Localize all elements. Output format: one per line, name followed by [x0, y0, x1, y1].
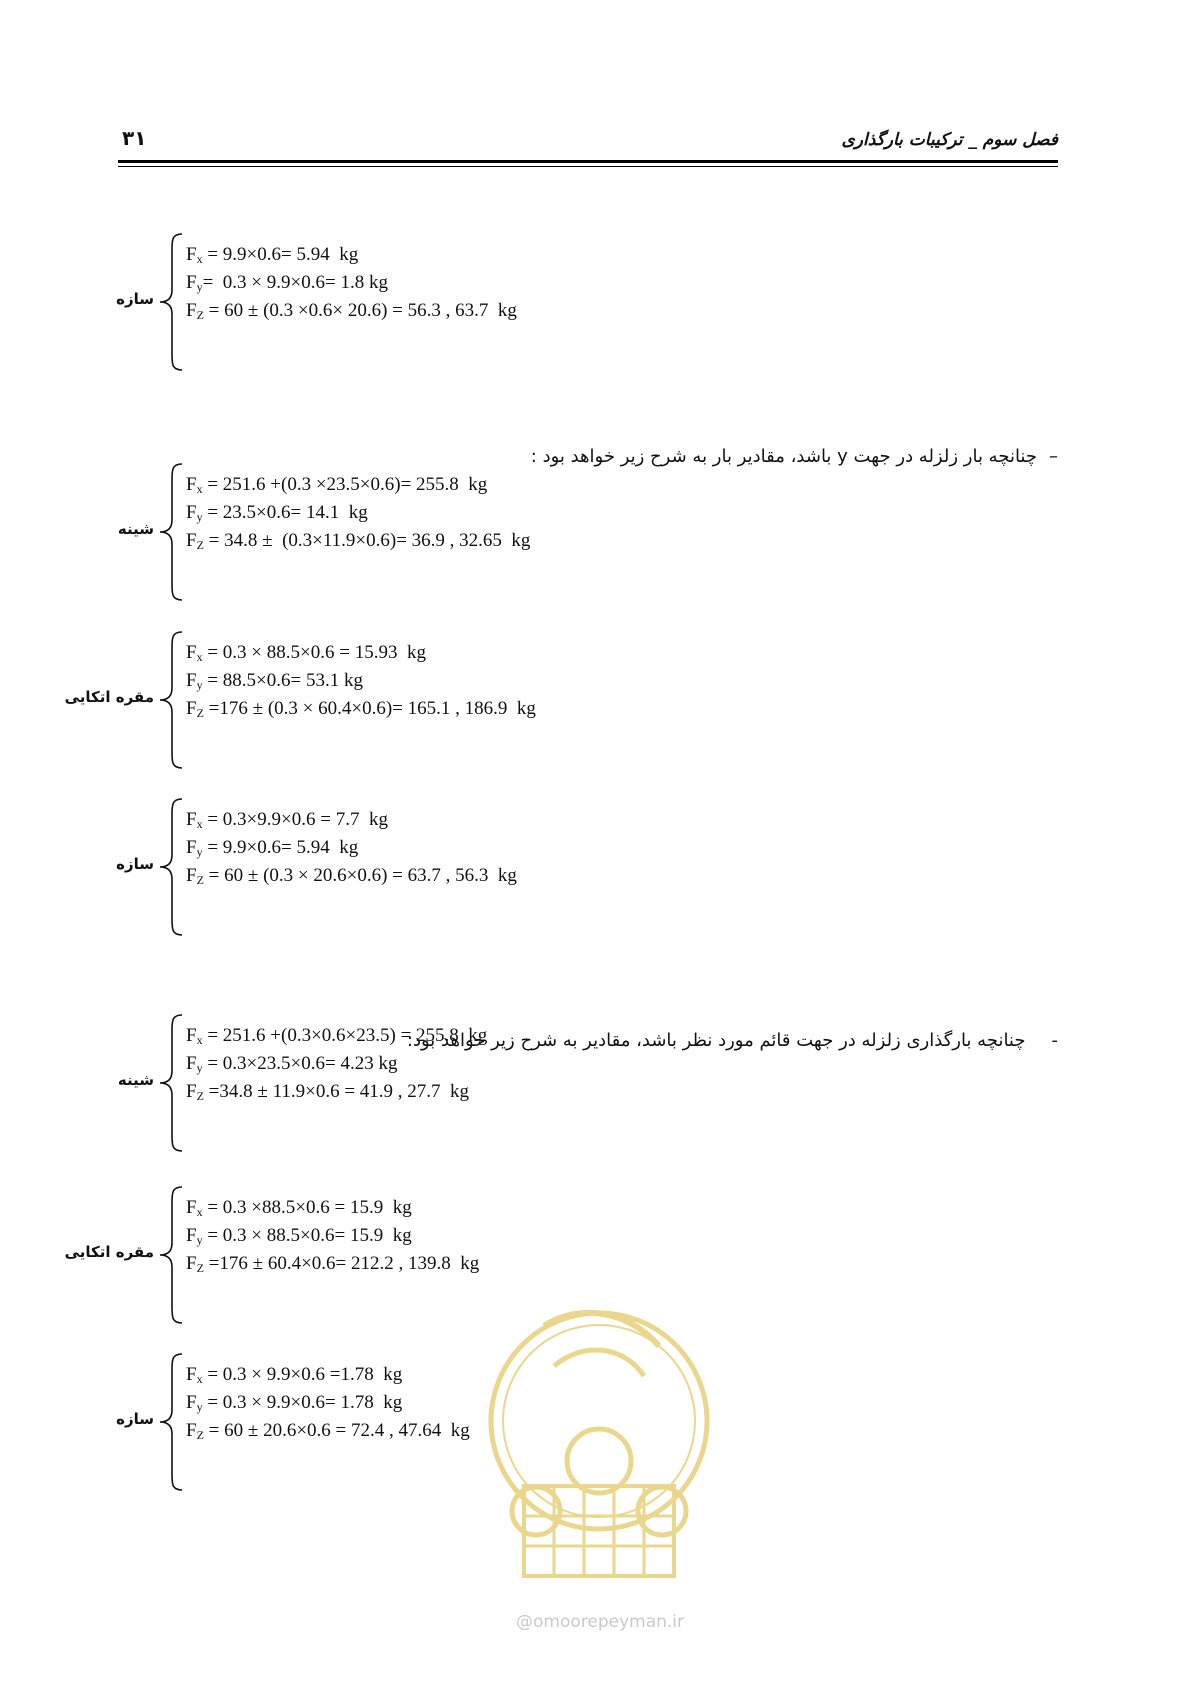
- force-subscript: y: [196, 845, 203, 859]
- force-subscript: x: [196, 817, 203, 831]
- equation-expression: = 9.9×0.6= 5.94 kg: [202, 244, 359, 265]
- note-dash: –: [1049, 446, 1058, 467]
- equation-row: [186, 642, 426, 664]
- equation-expression: = 0.3 × 88.5×0.6= 15.9 kg: [202, 1225, 412, 1246]
- force-subscript: y: [196, 678, 203, 692]
- note-dash: -: [1051, 1030, 1058, 1051]
- group-label: سازه: [116, 290, 154, 308]
- equation-row: [186, 530, 530, 552]
- equation-expression: = 0.3×9.9×0.6 = 7.7 kg: [202, 809, 388, 830]
- curly-brace-icon: [156, 462, 184, 602]
- equation-row: [186, 1025, 487, 1047]
- force-subscript: x: [196, 650, 203, 664]
- equation-expression: = 9.9×0.6= 5.94 kg: [202, 837, 359, 858]
- force-symbol: F: [186, 1197, 197, 1218]
- curly-brace-icon: [156, 630, 184, 770]
- curly-brace-icon: [156, 1013, 184, 1153]
- force-symbol: F: [186, 1392, 197, 1413]
- force-subscript: Z: [196, 538, 204, 552]
- force-subscript: x: [196, 1205, 203, 1219]
- group-label: شینه: [117, 520, 154, 538]
- force-subscript: y: [196, 510, 203, 524]
- equation-row: [186, 244, 358, 266]
- equation-row: [186, 474, 487, 496]
- force-symbol: F: [186, 642, 197, 663]
- equation-group: [70, 462, 730, 602]
- equation-row: [186, 1364, 402, 1386]
- force-subscript: x: [196, 252, 203, 266]
- force-symbol: F: [186, 272, 197, 293]
- watermark-logo: [484, 1286, 714, 1596]
- force-subscript: y: [196, 280, 203, 294]
- note-text: چنانچه بار زلزله در جهت y باشد، مقادیر بار به شرح زیر خواهد بود :: [530, 446, 1037, 467]
- equation-row: [186, 1225, 412, 1247]
- group-label: مقره اتکایی: [64, 688, 154, 706]
- force-symbol: F: [186, 809, 197, 830]
- force-subscript: y: [196, 1400, 203, 1414]
- force-subscript: x: [196, 1372, 203, 1386]
- equation-row: [186, 300, 517, 322]
- force-subscript: Z: [196, 308, 204, 322]
- force-subscript: Z: [196, 1428, 204, 1442]
- force-symbol: F: [186, 837, 197, 858]
- equation-expression: = 88.5×0.6= 53.1 kg: [202, 670, 363, 691]
- force-symbol: F: [186, 300, 197, 321]
- equation-group: [64, 630, 730, 770]
- force-subscript: x: [196, 482, 203, 496]
- force-symbol: F: [186, 1225, 197, 1246]
- page-number: ۳۱: [122, 126, 147, 150]
- curly-brace-icon: [156, 1185, 184, 1325]
- equation-expression: = 0.3 × 9.9×0.6= 1.78 kg: [202, 1392, 403, 1413]
- group-label: سازه: [116, 1410, 154, 1428]
- force-symbol: F: [186, 1053, 197, 1074]
- force-symbol: F: [186, 1025, 197, 1046]
- equation-expression: = 60 ± (0.3 ×0.6× 20.6) = 56.3 , 63.7 kg: [203, 300, 517, 321]
- equation-row: [186, 837, 358, 859]
- equation-expression: =176 ± (0.3 × 60.4×0.6)= 165.1 , 186.9 kg: [203, 698, 536, 719]
- equation-row: [186, 502, 368, 524]
- equation-expression: = 0.3 × 9.9×0.6 =1.78 kg: [202, 1364, 403, 1385]
- equation-row: [186, 670, 363, 692]
- equation-row: [186, 272, 388, 294]
- force-subscript: y: [196, 1233, 203, 1247]
- equation-expression: = 0.3 × 88.5×0.6 = 15.93 kg: [202, 642, 426, 663]
- header-rule-thin: [118, 166, 1058, 167]
- equation-expression: = 0.3 × 9.9×0.6= 1.8 kg: [202, 272, 388, 293]
- equation-group: [70, 797, 730, 937]
- header-rule-thick: [118, 160, 1058, 163]
- equation-expression: = 251.6 +(0.3×0.6×23.5) = 255.8 kg: [202, 1025, 488, 1046]
- equation-expression: =176 ± 60.4×0.6= 212.2 , 139.8 kg: [203, 1253, 480, 1274]
- force-symbol: F: [186, 1420, 197, 1441]
- equation-expression: = 60 ± (0.3 × 20.6×0.6) = 63.7 , 56.3 kg: [203, 865, 517, 886]
- equation-expression: = 34.8 ± (0.3×11.9×0.6)= 36.9 , 32.65 kg: [203, 530, 531, 551]
- equation-row: [186, 1081, 469, 1103]
- force-subscript: Z: [196, 706, 204, 720]
- equation-expression: = 0.3×23.5×0.6= 4.23 kg: [202, 1053, 398, 1074]
- curly-brace-icon: [156, 232, 184, 372]
- equation-row: [186, 865, 517, 887]
- equation-expression: =34.8 ± 11.9×0.6 = 41.9 , 27.7 kg: [203, 1081, 470, 1102]
- force-subscript: x: [196, 1033, 203, 1047]
- force-symbol: F: [186, 698, 197, 719]
- equation-row: [186, 1392, 402, 1414]
- force-subscript: Z: [196, 1089, 204, 1103]
- curly-brace-icon: [156, 797, 184, 937]
- group-label: شینه: [117, 1071, 154, 1089]
- equation-expression: = 0.3 ×88.5×0.6 = 15.9 kg: [202, 1197, 412, 1218]
- force-symbol: F: [186, 1081, 197, 1102]
- force-symbol: F: [186, 502, 197, 523]
- force-symbol: F: [186, 474, 197, 495]
- equation-row: [186, 698, 536, 720]
- force-subscript: y: [196, 1061, 203, 1075]
- equation-expression: = 23.5×0.6= 14.1 kg: [202, 502, 368, 523]
- force-symbol: F: [186, 530, 197, 551]
- equation-row: [186, 1197, 412, 1219]
- force-symbol: F: [186, 1253, 197, 1274]
- equation-row: [186, 1253, 479, 1275]
- note-text: چنانچه بارگذاری زلزله در جهت قائم مورد نظر باشد، مقادیر به شرح زیر خواهد بود:: [406, 1030, 1026, 1051]
- equation-row: [186, 809, 388, 831]
- equation-expression: = 60 ± 20.6×0.6 = 72.4 , 47.64 kg: [203, 1420, 470, 1441]
- group-label: مقره اتکایی: [64, 1243, 154, 1261]
- equation-row: [186, 1420, 470, 1442]
- equation-group: [70, 1013, 730, 1153]
- force-symbol: F: [186, 670, 197, 691]
- watermark-text: @omoorepeyman.ir: [515, 1612, 685, 1632]
- force-symbol: F: [186, 244, 197, 265]
- page-title: فصل سوم _ ترکیبات بارگذاری: [841, 130, 1058, 150]
- equation-row: [186, 1053, 397, 1075]
- force-symbol: F: [186, 1364, 197, 1385]
- force-subscript: Z: [196, 873, 204, 887]
- equation-group: [70, 232, 730, 372]
- group-label: سازه: [116, 855, 154, 873]
- curly-brace-icon: [156, 1352, 184, 1492]
- equation-expression: = 251.6 +(0.3 ×23.5×0.6)= 255.8 kg: [202, 474, 488, 495]
- force-symbol: F: [186, 865, 197, 886]
- force-subscript: Z: [196, 1261, 204, 1275]
